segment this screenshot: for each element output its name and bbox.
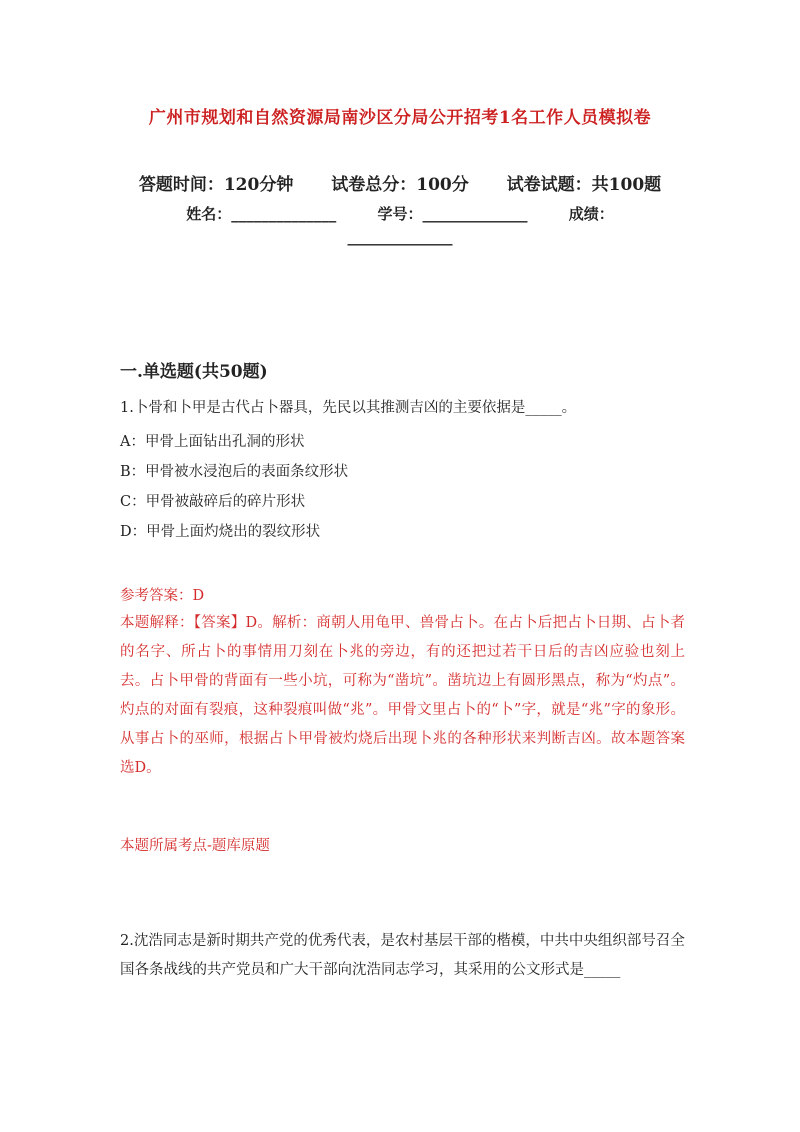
question-1-option-b: B：甲骨被水浸泡后的表面条纹形状	[120, 464, 349, 480]
exam-meta	[0, 170, 800, 195]
student-id-field: 学号：______________	[377, 205, 528, 223]
question-1-option-d: D：甲骨上面灼烧出的裂纹形状	[120, 524, 321, 540]
score-field: 成绩：	[568, 205, 614, 223]
question-1-answer: 参考答案：D	[120, 588, 205, 604]
question-1-option-c: C：甲骨被敲碎后的碎片形状	[120, 494, 306, 510]
question-1-knowledge-point: 本题所属考点-题库原题	[120, 838, 270, 854]
section-title: 一.单选题(共50题)	[120, 362, 268, 382]
exam-question-count: 试卷试题：共100题	[506, 175, 662, 195]
question-1-option-a: A：甲骨上面钻出孔洞的形状	[120, 434, 305, 450]
name-field: 姓名：______________	[186, 205, 337, 223]
page-title: 广州市规划和自然资源局南沙区分局公开招考1名工作人员模拟卷	[148, 108, 652, 128]
exam-time: 答题时间：120分钟	[138, 175, 294, 195]
student-fields	[0, 203, 800, 224]
question-1-explanation: 本题解释：【答案】D。解析：商朝人用龟甲、兽骨占卜。在占卜后把占卜日期、占卜者的名字、所占卜的事情用刀刻在卜兆的旁边，有的还把过若干日后的吉凶应验也刻上去。占卜甲骨的背面有一些小坑，可称为“凿坑”。凿坑边上有圆形黑点，称为“灼点”。灼点的对面有裂痕，这种裂痕叫做“兆”。甲骨文里占卜的“卜”字，就是“兆”字的象形。从事占卜的巫师，根据占卜甲骨被灼烧后出现卜兆的各种形状来判断吉凶。故本题答案选D。	[120, 615, 685, 776]
question-1-stem: 1.卜骨和卜甲是古代占卜器具，先民以其推测吉凶的主要依据是_____。	[120, 400, 577, 416]
exam-total-score: 试卷总分：100分	[331, 175, 469, 195]
question-2-stem: 2.沈浩同志是新时期共产党的优秀代表，是农村基层干部的楷模，中共中央组织部号召全国各条战线的共产党员和广大干部向沈浩同志学习，其采用的公文形式是_____	[120, 933, 685, 978]
score-line: ______________	[347, 228, 453, 246]
